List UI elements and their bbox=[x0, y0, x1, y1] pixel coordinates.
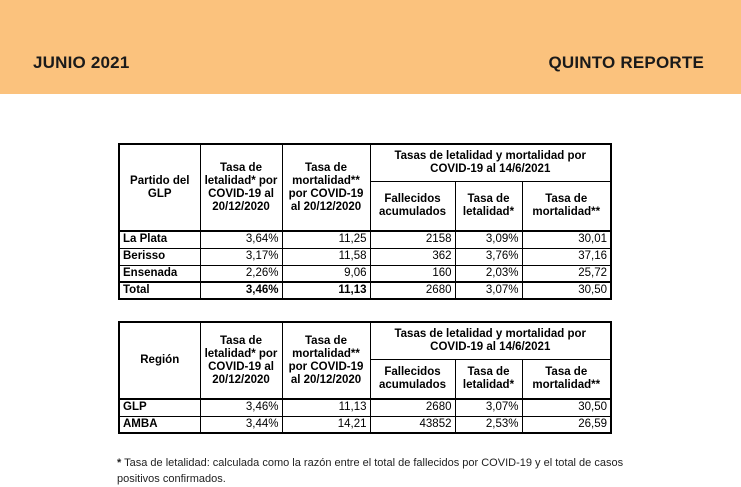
cell-mortalidad-2021: 25,72 bbox=[522, 265, 611, 282]
page-header bbox=[0, 0, 741, 94]
col-header-letalidad-2021: Tasa de letalidad* bbox=[455, 181, 522, 231]
table-row bbox=[119, 248, 611, 265]
cell-mortalidad-2021: 30,01 bbox=[522, 231, 611, 248]
lethality-table-partidos bbox=[118, 143, 612, 300]
cell-mortalidad-2020: 14,21 bbox=[282, 416, 370, 433]
cell-fallecidos: 2680 bbox=[370, 399, 455, 416]
cell-mortalidad-2021: 30,50 bbox=[522, 399, 611, 416]
cell-fallecidos: 362 bbox=[370, 248, 455, 265]
table-row bbox=[119, 231, 611, 248]
cell-letalidad-2021: 3,07% bbox=[455, 282, 522, 299]
col-header-partido: Partido del GLP bbox=[119, 144, 200, 231]
cell-letalidad-2021: 2,53% bbox=[455, 416, 522, 433]
header-report-title: QUINTO REPORTE bbox=[548, 53, 704, 72]
cell-letalidad-2020: 2,26% bbox=[200, 265, 282, 282]
footnote bbox=[117, 455, 637, 487]
cell-mortalidad-2020: 11,13 bbox=[282, 399, 370, 416]
col-header-mortalidad-2020: Tasa de mortalidad** por COVID-19 al 20/12/2020 bbox=[282, 322, 370, 399]
cell-letalidad-2021: 2,03% bbox=[455, 265, 522, 282]
cell-mortalidad-2020: 11,25 bbox=[282, 231, 370, 248]
cell-mortalidad-2020: 9,06 bbox=[282, 265, 370, 282]
row-name: AMBA bbox=[119, 416, 200, 433]
row-name: Ensenada bbox=[119, 265, 200, 282]
cell-mortalidad-2021: 26,59 bbox=[522, 416, 611, 433]
cell-fallecidos: 2158 bbox=[370, 231, 455, 248]
cell-mortalidad-2020: 11,58 bbox=[282, 248, 370, 265]
table-row bbox=[119, 265, 611, 282]
col-group-header-2021: Tasas de letalidad y mortalidad por COVID-19 al 14/6/2021 bbox=[370, 144, 611, 181]
row-name: La Plata bbox=[119, 231, 200, 248]
total-row bbox=[119, 282, 611, 299]
footnote-marker: * bbox=[117, 457, 122, 469]
header-date: JUNIO 2021 bbox=[33, 53, 130, 72]
col-group-header-2021: Tasas de letalidad y mortalidad por COVID-19 al 14/6/2021 bbox=[370, 322, 611, 359]
cell-letalidad-2020: 3,44% bbox=[200, 416, 282, 433]
cell-mortalidad-2021: 30,50 bbox=[522, 282, 611, 299]
row-name: Total bbox=[119, 282, 200, 299]
cell-fallecidos: 160 bbox=[370, 265, 455, 282]
cell-mortalidad-2020: 11,13 bbox=[282, 282, 370, 299]
cell-fallecidos: 2680 bbox=[370, 282, 455, 299]
cell-letalidad-2021: 3,07% bbox=[455, 399, 522, 416]
row-name: GLP bbox=[119, 399, 200, 416]
col-header-fallecidos: Fallecidos acumulados bbox=[370, 359, 455, 399]
col-header-letalidad-2020: Tasa de letalidad* por COVID-19 al 20/12/2020 bbox=[200, 144, 282, 231]
cell-letalidad-2021: 3,09% bbox=[455, 231, 522, 248]
table-row bbox=[119, 416, 611, 433]
col-header-mortalidad-2021: Tasa de mortalidad** bbox=[522, 181, 611, 231]
col-header-mortalidad-2021: Tasa de mortalidad** bbox=[522, 359, 611, 399]
lethality-table-regions bbox=[118, 321, 612, 434]
cell-letalidad-2021: 3,76% bbox=[455, 248, 522, 265]
cell-mortalidad-2021: 37,16 bbox=[522, 248, 611, 265]
table-row bbox=[119, 399, 611, 416]
col-header-mortalidad-2020: Tasa de mortalidad** por COVID-19 al 20/12/2020 bbox=[282, 144, 370, 231]
col-header-letalidad-2021: Tasa de letalidad* bbox=[455, 359, 522, 399]
row-name: Berisso bbox=[119, 248, 200, 265]
footnote-text: Tasa de letalidad: calculada como la razón entre el total de fallecidos por COVID-19 y el total de casos positivos confirmados. bbox=[117, 457, 624, 485]
cell-letalidad-2020: 3,64% bbox=[200, 231, 282, 248]
col-header-region: Región bbox=[119, 322, 200, 399]
cell-letalidad-2020: 3,17% bbox=[200, 248, 282, 265]
cell-fallecidos: 43852 bbox=[370, 416, 455, 433]
col-header-letalidad-2020: Tasa de letalidad* por COVID-19 al 20/12/2020 bbox=[200, 322, 282, 399]
cell-letalidad-2020: 3,46% bbox=[200, 282, 282, 299]
cell-letalidad-2020: 3,46% bbox=[200, 399, 282, 416]
col-header-fallecidos: Fallecidos acumulados bbox=[370, 181, 455, 231]
